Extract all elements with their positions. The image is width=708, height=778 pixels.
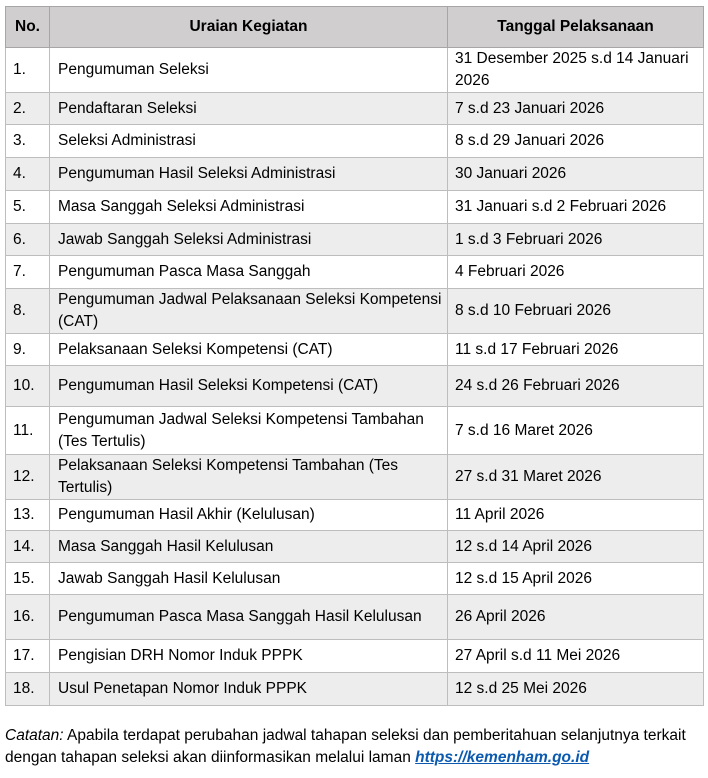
table-row: [6, 500, 704, 531]
row-activity: Pengumuman Jadwal Pelaksanaan Seleksi Kompetensi (CAT): [50, 289, 448, 334]
row-number: 13.: [6, 500, 50, 531]
table-row: [6, 256, 704, 289]
row-activity: Pelaksanaan Seleksi Kompetensi Tambahan (Tes Tertulis): [50, 455, 448, 500]
row-activity: Pendaftaran Seleksi: [50, 93, 448, 125]
table-header-row: [6, 7, 704, 48]
row-date: 11 s.d 17 Februari 2026: [448, 334, 704, 366]
row-date: 27 s.d 31 Maret 2026: [448, 455, 704, 500]
row-activity: Pengisian DRH Nomor Induk PPPK: [50, 640, 448, 673]
row-date: 24 s.d 26 Februari 2026: [448, 366, 704, 407]
table-row: [6, 191, 704, 224]
table-row: [6, 366, 704, 407]
website-link[interactable]: https://kemenham.go.id: [415, 749, 590, 766]
row-number: 11.: [6, 407, 50, 455]
table-row: [6, 455, 704, 500]
row-activity: Jawab Sanggah Hasil Kelulusan: [50, 563, 448, 595]
table-row: [6, 673, 704, 706]
table-row: [6, 289, 704, 334]
table-row: [6, 93, 704, 125]
table-row: [6, 595, 704, 640]
row-date: 11 April 2026: [448, 500, 704, 531]
schedule-table: [5, 6, 704, 706]
row-date: 8 s.d 10 Februari 2026: [448, 289, 704, 334]
row-date: 12 s.d 15 April 2026: [448, 563, 704, 595]
row-activity: Pengumuman Hasil Seleksi Kompetensi (CAT): [50, 366, 448, 407]
row-number: 1.: [6, 48, 50, 93]
schedule-note: [5, 725, 705, 769]
row-activity: Pengumuman Pasca Masa Sanggah Hasil Kelulusan: [50, 595, 448, 640]
row-date: 1 s.d 3 Februari 2026: [448, 224, 704, 256]
table-row: [6, 158, 704, 191]
row-activity: Masa Sanggah Hasil Kelulusan: [50, 531, 448, 563]
row-number: 15.: [6, 563, 50, 595]
row-activity: Seleksi Administrasi: [50, 125, 448, 158]
table-body: [6, 48, 704, 706]
header-no: No.: [6, 7, 50, 48]
row-number: 8.: [6, 289, 50, 334]
row-activity: Masa Sanggah Seleksi Administrasi: [50, 191, 448, 224]
row-date: 31 Januari s.d 2 Februari 2026: [448, 191, 704, 224]
header-uraian: Uraian Kegiatan: [50, 7, 448, 48]
row-activity: Pelaksanaan Seleksi Kompetensi (CAT): [50, 334, 448, 366]
table-row: [6, 125, 704, 158]
row-date: 7 s.d 16 Maret 2026: [448, 407, 704, 455]
row-date: 7 s.d 23 Januari 2026: [448, 93, 704, 125]
row-number: 14.: [6, 531, 50, 563]
row-date: 27 April s.d 11 Mei 2026: [448, 640, 704, 673]
row-date: 26 April 2026: [448, 595, 704, 640]
table-row: [6, 531, 704, 563]
row-activity: Usul Penetapan Nomor Induk PPPK: [50, 673, 448, 706]
row-number: 16.: [6, 595, 50, 640]
row-number: 17.: [6, 640, 50, 673]
row-activity: Pengumuman Hasil Akhir (Kelulusan): [50, 500, 448, 531]
row-activity: Jawab Sanggah Seleksi Administrasi: [50, 224, 448, 256]
row-number: 7.: [6, 256, 50, 289]
row-number: 9.: [6, 334, 50, 366]
row-activity: Pengumuman Hasil Seleksi Administrasi: [50, 158, 448, 191]
row-number: 4.: [6, 158, 50, 191]
header-tanggal: Tanggal Pelaksanaan: [448, 7, 704, 48]
table-row: [6, 48, 704, 93]
row-date: 12 s.d 14 April 2026: [448, 531, 704, 563]
row-date: 4 Februari 2026: [448, 256, 704, 289]
row-date: 8 s.d 29 Januari 2026: [448, 125, 704, 158]
row-number: 12.: [6, 455, 50, 500]
row-number: 5.: [6, 191, 50, 224]
row-number: 6.: [6, 224, 50, 256]
table-row: [6, 334, 704, 366]
row-number: 10.: [6, 366, 50, 407]
row-number: 3.: [6, 125, 50, 158]
row-activity: Pengumuman Jadwal Seleksi Kompetensi Tambahan (Tes Tertulis): [50, 407, 448, 455]
row-date: 31 Desember 2025 s.d 14 Januari 2026: [448, 48, 704, 93]
table-row: [6, 407, 704, 455]
row-date: 30 Januari 2026: [448, 158, 704, 191]
table-row: [6, 224, 704, 256]
row-activity: Pengumuman Pasca Masa Sanggah: [50, 256, 448, 289]
row-number: 2.: [6, 93, 50, 125]
note-label: Catatan:: [5, 727, 64, 744]
row-date: 12 s.d 25 Mei 2026: [448, 673, 704, 706]
table-row: [6, 640, 704, 673]
note-text: Apabila terdapat perubahan jadwal tahapan seleksi dan pemberitahuan selanjutnya terkait dengan tahapan seleksi akan diinformasikan melalui laman: [5, 727, 686, 766]
table-row: [6, 563, 704, 595]
row-number: 18.: [6, 673, 50, 706]
row-activity: Pengumuman Seleksi: [50, 48, 448, 93]
